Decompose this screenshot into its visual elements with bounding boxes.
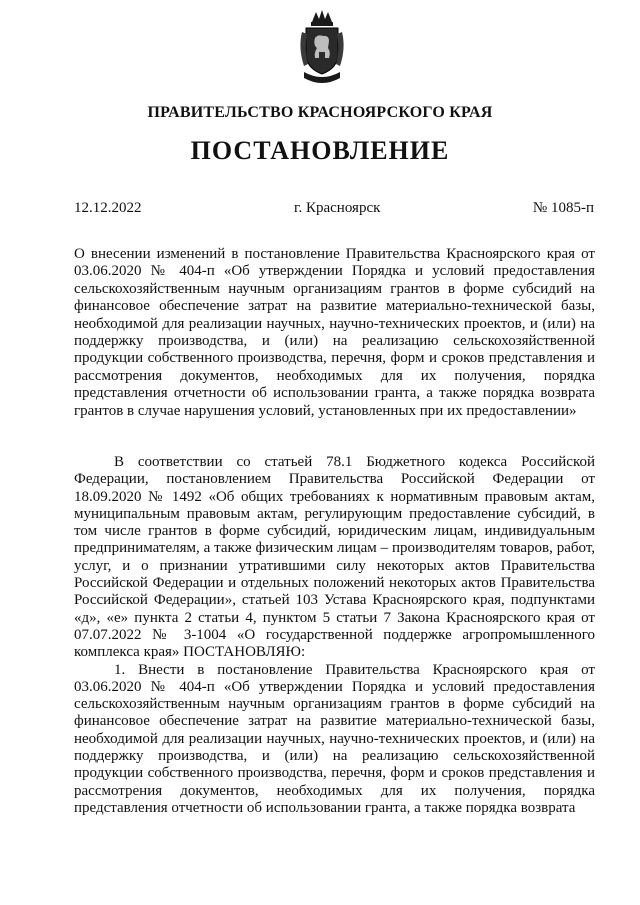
government-title: ПРАВИТЕЛЬСТВО КРАСНОЯРСКОГО КРАЯ [147, 104, 493, 121]
document-subject: О внесении изменений в постановление Правительства Красноярского края от 03.06.2020 № 404-п «Об утверждении Порядка и условий предоставления сельскохозяйственным научным организациям грантов в форме субсидий на финансовое обеспечение затрат на развитие материально-технической базы, необходимой для реализации научных, научно-технических проектов, и (или) на поддержку производства, и (или) на реализацию сельскохозяйственной продукции собственного производства, перечня, форм и сроков представления и рассмотрения документов, необходимых для их получения, порядка представления отчетности об использовании гранта, а также порядка возврата грантов в случае нарушения условий, установленных при их предоставлении» [74, 246, 595, 419]
clause-1-paragraph: 1. Внести в постановление Правительства Красноярского края от 03.06.2020 № 404-п «Об утверждении Порядка и условий предоставления сельскохозяйственным научным организациям грантов в форме субсидий на финансовое обеспечение затрат на развитие материально-технической базы, необходимой для реализации научных, научно-технических проектов, и (или) на поддержку производства, и (или) на реализацию сельскохозяйственной продукции собственного производства, перечня, форм и сроков представления и рассмотрения документов, необходимых для их получения, порядка представления отчетности об использовании гранта, а также порядка возврата [74, 661, 595, 816]
document-meta-row [74, 200, 594, 217]
document-body [74, 454, 595, 817]
document-date: 12.12.2022 [74, 200, 142, 216]
krasnoyarsk-coat-of-arms-icon [298, 8, 346, 88]
document-number: № 1085-п [532, 200, 594, 216]
document-type-title: ПОСТАНОВЛЕНИЕ [190, 136, 450, 165]
preamble-paragraph: В соответствии со статьей 78.1 Бюджетного кодекса Российской Федерации, постановлением Правительства Российской Федерации от 18.09.2020 № 1492 «Об общих требованиях к нормативным правовым актам, муниципальным правовым актам, регулирующим предоставление субсидий, в том числе грантов в форме субсидий, юридическим лицам, индивидуальным предпринимателям, а также физическим лицам – производителям товаров, работ, услуг, и о признании утратившими силу некоторых актов Правительства Российской Федерации и отдельных положений некоторых актов Правительства Российской Федерации», статьей 103 Устава Красноярского края, подпунктами «д», «е» пункта 2 статьи 4, пунктом 5 статьи 7 Закона Красноярского края от 07.07.2022 № 3-1004 «О государственной поддержке агропромышленного комплекса края» ПОСТАНОВЛЯЮ: [74, 454, 595, 661]
document-place: г. Красноярск [294, 200, 381, 216]
